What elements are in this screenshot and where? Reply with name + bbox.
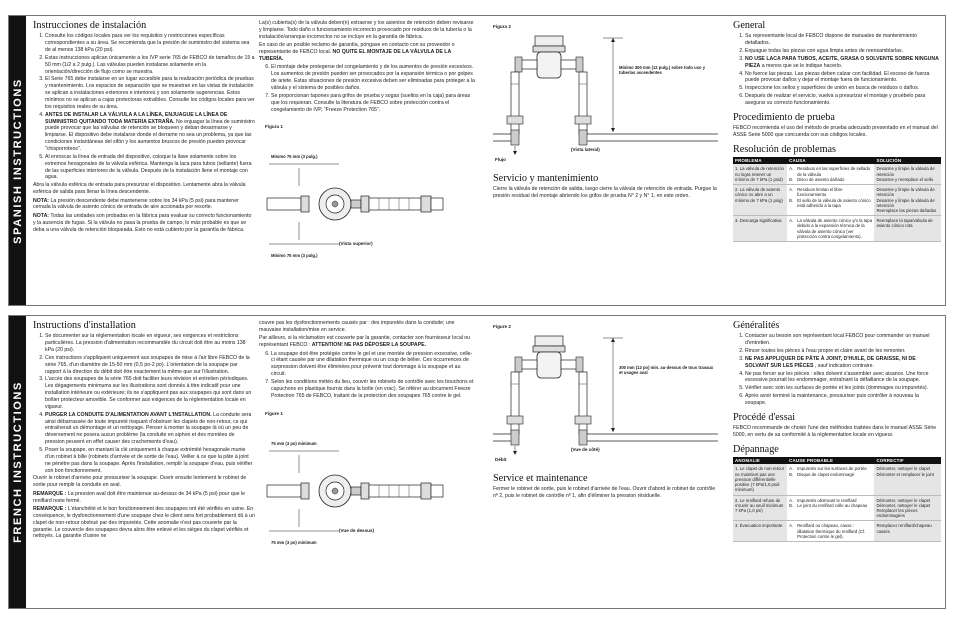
general-column	[733, 320, 941, 605]
procedure-text: FEBCO recomienda el uso del método de prueba adecuado presentado en el manual del ASSE Serie 5000 que concuerda con sus códigos locales.	[733, 125, 938, 138]
figure-2	[493, 320, 718, 468]
protection-item: 7. Se proporcionan tapones para grifos de prueba y sogas (sueltos en la caja) para áreas que los requieran. Consulte la literatura de FEBCO sobre protección contra el congelamiento de IVP, "Freeze Protection 765".	[271, 93, 475, 114]
column-header: ANOMALIE	[733, 457, 787, 464]
figure-2	[493, 20, 718, 168]
service-title: Servicio y mantenimiento	[493, 173, 599, 184]
installation-list	[45, 333, 255, 474]
installation-item: 5. Al enroscar la línea de entrada del dispositivo, coloque la llave solamente sobre los extremos hexagonales de la válvula esférica. Mantenga la laca para tubos (sellante) fuera de las superficies interiores de la válvula. Después de la instalación llene el montaje con agua.	[45, 154, 255, 181]
view-label: (Vista superior)	[339, 241, 373, 247]
claim-text: Par ailleurs, si la réclamation est couverte par la garantie, contacter son fournisseur local ou représentant FEBCO :	[259, 335, 471, 349]
middle-column	[259, 20, 475, 302]
side-view-drawing	[493, 320, 718, 468]
solution-cell: Desarme y limpie la válvula de retención Desarme y reemplace el sello	[874, 164, 941, 184]
problem-cell: 1. Le clapet de non-retour ne maintient pas une pression différentielle positive (7 kPa/1,0 psid minimum)	[733, 464, 787, 495]
service-title: Service et maintenance	[493, 473, 588, 484]
pressurize-text: Ouvrir le robinet d'arrivée pour pressuriser la soupape. Ouvrir ensuite lentement le robinet de sortie pour remplir la conduite en aval.	[33, 475, 247, 489]
table-header-row	[733, 157, 941, 164]
cause-letter: A.	[789, 523, 794, 529]
cause-item	[789, 472, 872, 477]
general-item: 2. Enjuague todas las piezas con agua limpia antes de reensamblarlas.	[745, 48, 941, 55]
protection-item: 6. El montaje debe protegerse del congelamiento y de los aumentos de presión excesivos. Los aumentos de presión pueden ser provocados por la expansión térmica o por golpes de ariete. Estas situaciones de presión excesiva deben ser eliminadas para proteger a la válvula y el sistema de posibles daños.	[271, 64, 475, 91]
service-text: Fermer le robinet de sortie, puis le robinet d'arrivée de l'eau. Ouvrir d'abord le robinet de contrôle nº 2, puis le robinet de contrôle nº 1, afin d'éliminer la pression résiduelle.	[493, 486, 716, 500]
problem-cell: 3. Descarga significativa	[733, 216, 787, 242]
claim-warning: NO QUITE EL MONTAJE DE LA VÁLVULA DE LA TUBERÍA.	[259, 49, 451, 62]
general-item: 6. Después de realizar el servicio, vuelva a presurizar el montaje y pruébelo para asegurar su correcto funcionamiento.	[745, 93, 941, 107]
cause-text: Le joint du reniflard colle au chapeau	[797, 502, 868, 508]
figure-1-label: Figura 1	[265, 124, 283, 130]
claim-text: En caso de un posible reclamo de garantía, póngase en contacto con su proveedor o representante de FEBCO local.	[259, 42, 455, 56]
procedure-text: FEBCO recommande de choisir l'une des méthodes traitées dans le manuel ASSE Série 5000, en vertu de sa conformité à la réglementation locale en vigueur.	[733, 425, 937, 438]
column-header: PROBLEMA	[733, 157, 787, 164]
general-item: 1. Su representante local de FEBCO dispone de manuales de mantenimiento detallados.	[745, 33, 941, 47]
cause-item	[789, 218, 872, 239]
cause-cell	[787, 185, 874, 216]
general-item-warning	[745, 56, 941, 70]
installation-list	[45, 33, 255, 181]
cause-cell	[787, 164, 874, 184]
protection-item: 6. La soupape doit être protégée contre le gel et une montée de pression excessive, celle-ci étant causée par une dilatation thermique ou un coup de bélier. Ces occurrences de surpression doivent être éliminées pour prévenir tout dommage à la soupape et au circuit.	[271, 351, 475, 378]
cause-text: Impuretés obstruant le reniflard	[797, 497, 857, 503]
cause-cell	[787, 216, 874, 242]
troubleshooting-rows	[733, 464, 941, 541]
general-item: 5. Inspeccione los sellos y superficies de unión en busca de residuos o daños.	[745, 85, 941, 92]
cause-text: Disque de clapet endommagé	[797, 471, 855, 477]
cause-text: La válvula de asiento cónico y/o la tapa debido a la expansión térmica de la válvula de asiento cónico (ver protección contra congelamiento).	[797, 218, 873, 239]
installation-item: 3. El Serie 765 debe instalarse en un lugar accesible para la realización periódica de pruebas y mantenimiento. Los espacios de separación que se muestran en las vistas de instalación se aplican a instalaciones exteriores e interiores y son solamente sugerencias. Estos mínimos no se aplican a cajas protectoras extraíbles. Consulte los códigos locales para ver los requisitos reales de su área.	[45, 76, 255, 110]
figure-2-label: Figure 2	[493, 324, 511, 329]
language-tab: SPANISH INSTRUCTIONS	[9, 16, 26, 305]
note-label: REMARQUE :	[33, 506, 67, 513]
note-2	[33, 506, 255, 540]
cause-text: Residuos limitan el libre funcionamiento	[797, 187, 843, 198]
solution-cell: Démonter, nettoyer le clapet Démonter et remplacer le joint	[874, 464, 941, 495]
installation-item: 1. Se documenter sur la réglementation locale en vigueur, ses exigences et restrictions particulières. La pression d'alimentation recommandée du circuit doit être au moins 138 kPa (20 psi).	[45, 333, 255, 354]
table-row	[733, 495, 941, 521]
warranty-text: couvre pas les dysfonctionnements causés par : des impuretés dans la conduite; une mauvaise installation/mise en service.	[259, 320, 455, 333]
service-text: Cierre la válvula de retención de salida, luego cierre la válvula de retención de entrada. Purgue la presión residual del montaje abriendo los grifos de prueba N° 2 y N° 1, en este orden.	[493, 186, 717, 200]
general-item-warning	[745, 356, 941, 370]
table-row	[733, 185, 941, 216]
protection-item: 7. Selon les conditions météo du lieu, couvrir les robinets de contrôle avec les bouchons et capuchons en plastique fournis dans la boîte (en vrac). Se référer au document Freeze Protection 765 de FEBCO, traitant de la protection des soupapes 765 contre le gel.	[271, 379, 475, 400]
cause-letter: A.	[789, 166, 794, 172]
side-view-drawing	[493, 20, 718, 168]
cause-cell	[787, 464, 874, 495]
note-text: La presión descendente debe mantenerse sobre los 34 kPa (5 psi) para mantener cerrada la válvula de asiento cónico de entrada de aire accionada por resorte.	[33, 197, 239, 211]
view-label: (Vue de dessus)	[339, 527, 375, 533]
cause-letter: B.	[789, 502, 794, 508]
solution-cell: Démonter, nettoyer le clapet Démonter, nettoyer le clapet Remplacer les pièces endommagées	[874, 495, 941, 521]
procedure-title: Procedimiento de prueba	[733, 111, 835, 123]
note-2	[33, 213, 255, 234]
warranty-text: La(s) cubierta(s) de la válvula deben(n) extraerse y los asientos de retención deben revisarse y limpiarse. Todo daño o funcionamiento incorrecto provocado por residuos de la tubería o la instalación/arranque incorrectos no se incluye en la garantía de fábrica.	[259, 20, 474, 40]
protection-list	[271, 351, 475, 400]
note-1	[33, 198, 255, 212]
general-warning: NO USE LACA PARA TUBOS, ACEITE, GRASA O SOLVENTE SOBRE NINGUNA PIEZA	[745, 55, 939, 69]
warranty-claim	[259, 42, 475, 63]
service-column	[493, 320, 718, 605]
procedure-title: Procédé d'essai	[733, 411, 796, 423]
column-header: CAUSE PROBABLE	[787, 457, 874, 464]
installation-column	[33, 20, 255, 302]
general-item: 4. No fuerce las piezas. Las piezas deben calzar con facilidad. El exceso de fuerza puede provocar daños y dejar el montaje fuera de funcionamiento.	[745, 71, 941, 85]
solution-cell: Remplacer reniflard/chapeau cassés	[874, 521, 941, 542]
column-header: SOLUCIÓN	[874, 157, 941, 164]
clearance-bottom-label: 75 mm (3 po) minimum	[271, 539, 317, 545]
middle-column	[259, 320, 475, 605]
general-column	[733, 20, 941, 302]
installation-title: Instrucciones de instalación	[33, 20, 147, 31]
cause-letter: A.	[789, 187, 794, 193]
troubleshooting-table	[733, 457, 941, 542]
cause-item	[789, 187, 872, 197]
general-item: 6. Après avoir terminé la maintenance, pressuriser puis contrôler à nouveau la soupape.	[745, 393, 941, 407]
table-header-row	[733, 457, 941, 464]
troubleshooting-title: Resolución de problemas	[733, 143, 836, 155]
general-list	[745, 333, 941, 407]
general-title: Généralités	[733, 320, 780, 331]
flush-warning: ANTES DE INSTALAR LA VÁLVULA A LA LÍNEA, ENJUAGUE LA LÍNEA DE SUMINISTRO QUITANDO TODA MATERIA EXTRAÑA.	[45, 111, 228, 125]
cause-letter: B.	[789, 176, 794, 182]
flow-label: Débit	[495, 457, 507, 462]
cause-item	[789, 177, 872, 182]
installation-column	[33, 320, 255, 605]
cause-item	[789, 198, 872, 208]
note-label: NOTA:	[33, 197, 50, 204]
language-tab: FRENCH INSTRUCTIONS	[9, 316, 26, 608]
view-label: (Vista lateral)	[571, 147, 600, 152]
cause-item	[789, 503, 872, 508]
view-label: (Vue de côté)	[571, 447, 600, 452]
warranty-claim	[259, 335, 475, 349]
note-text: La pression aval doit être maintenue au-dessus de 34 kPa (5 psi) pour que le reniflard reste fermé.	[33, 490, 245, 504]
note-text: Todas las unidades son probadas en la fábrica para evaluar su correcto funcionamiento y la ausencia de fugas. Si la válvula no pasa la prueba de campo, lo más probable es que se deba a una válvula de retención bloqueada. Esto no está cubierto por la garantía de fábrica.	[33, 212, 252, 233]
pressurize-text: Abra la válvula esférica de entrada para presurizar el dispositivo. Lentamente abra la válvula esférica de salida para llenar la línea descendente.	[33, 182, 246, 196]
installation-item-flush	[45, 412, 255, 446]
general-item: 1. Contacter au besoin son représentant local FEBCO pour commander un manuel d'entretien.	[745, 333, 941, 347]
installation-item: 1. Consulte los códigos locales para ver los requisitos y restricciones específicas correspondientes a su área. Se recomienda que la presión de suministro del sistema sea de al menos 138 kPa (20 psi).	[45, 33, 255, 54]
general-item: 4. Ne pas forcer sur les pièces : elles doivent s'assembler avec aisance. Une force excessive pourrait les endommager, entraînant la défaillance de la soupape.	[745, 371, 941, 385]
cause-item	[789, 166, 872, 176]
problem-cell: 2. Le reniflard refuse de s'ouvrir au seuil minimum 7 kPa (1,0 psi)	[733, 495, 787, 521]
french-instructions-panel	[8, 315, 946, 609]
clearance-bottom-label: Mínimo 75 mm (3 pulg.)	[271, 253, 318, 259]
cause-text: Reniflard ou chapeau, cause : dilatation thermique du reniflard (Cf. Protection contre le gel).	[797, 523, 866, 539]
troubleshooting-rows	[733, 164, 941, 241]
flush-text: No enjuagar la línea de suministro puede provocar que las válvulas de retención se bloqueen y deban desarmarse y limpiarse. El dispositivo debe instalarse donde el derrame no sea un problema, ya que las condiciones instantáneas del sifón y los aumentos bruscos de presión pueden provocar "chisporroteos".	[45, 118, 255, 152]
table-row	[733, 464, 941, 495]
cause-letter: B.	[789, 471, 794, 477]
figure-2-label: Figura 2	[493, 24, 511, 29]
cause-item	[789, 523, 872, 539]
solution-cell: Reemplace la tapa/válvula de asiento cónico rota	[874, 216, 941, 242]
figure-1	[259, 114, 475, 264]
installation-item: 5. Poser la soupape, en maniant la clé uniquement à chaque extrémité hexagonale munie d'un robinet à bille (robinets d'arrivée et de sortie de l'eau). Veiller à ce que la pâte à joint ne pénètre pas dans la soupape. Après l'installation, remplir la soupape d'eau, puis vérifier son bon fonctionnement.	[45, 447, 255, 474]
service-column	[493, 20, 718, 302]
cause-text: Residuos en las superficies de sellado de la válvula	[797, 166, 871, 177]
installation-item: 2. Ces instructions s'appliquent uniquement aux soupapes de mise à l'air libre FEBCO de la série 765, d'un diamètre de 15-50 mm (0,5 po-2 po). L'orientation de la soupape par rapport à la direction du débit doit être exactement la même que sur l'illustration.	[45, 355, 255, 376]
figure-1-label: Figure 1	[265, 410, 283, 416]
troubleshooting-table	[733, 157, 941, 242]
note-1	[33, 491, 255, 505]
general-list	[745, 33, 941, 107]
installation-title: Instructions d'installation	[33, 320, 136, 331]
cause-cell	[787, 495, 874, 521]
cause-letter: A.	[789, 218, 794, 224]
installation-item-flush	[45, 112, 255, 153]
general-warning-text: , sauf indication contraire.	[814, 362, 874, 369]
note-label: REMARQUE :	[33, 490, 67, 497]
flush-warning: PURGER LA CONDUITE D'ALIMENTATION AVANT L'INSTALLATION.	[45, 411, 212, 418]
general-warning: NE PAS APPLIQUER DE PÂTE À JOINT, D'HUILE, DE GRAISSE, NI DE SOLVANT SUR LES PIÈCES	[745, 355, 916, 369]
table-row	[733, 216, 941, 242]
general-title: General	[733, 20, 766, 31]
clearance-label: Mínimo 300 mm (12 pulg.) sobre todo uso y tuberías ascendentes	[619, 65, 706, 75]
note-label: NOTA:	[33, 212, 50, 219]
troubleshooting-title: Dépannage	[733, 443, 779, 455]
problem-cell: 1. La válvula de retención no logra retener un mínimo de 7 kPa (1 psid)	[733, 164, 787, 184]
protection-list	[271, 64, 475, 113]
cause-text: El sello de la válvula de asiento cónico está adherido a la tapa	[797, 197, 871, 208]
clearance-top-label: Mínimo 75 mm (3 pulg.)	[271, 154, 318, 160]
general-item: 5. Vérifier avec soin les surfaces de portée et les joints (dommages ou impuretés).	[745, 385, 941, 392]
note-text: L'étanchéité et le bon fonctionnement des soupapes ont été vérifiés en usine. En conséquence, le dysfonctionnement d'une soupape chez le client sera fort probablement dû à un clapet de non-retour obstrué par des impuretés. Cette anomalie n'est pas couverte par la garantie. Le couvercle des soupapes devra alors être enlevé et les sièges du clapet vérifiés et nettoyés. La garantie d'usine ne	[33, 506, 255, 540]
cause-letter: A.	[789, 497, 794, 503]
column-header: CORRECTIF	[874, 457, 941, 464]
problem-cell: 3. Évacuation importante	[733, 521, 787, 542]
cause-text: Disco de asiento dañado	[797, 176, 845, 182]
figure-1	[259, 401, 475, 551]
flow-label: Flujo	[495, 157, 506, 162]
table-row	[733, 164, 941, 184]
flush-text: La conduite sera ainsi débarrassée de toute impureté risquant d'obstruer les clapets de non-retour, ce qui entraînerait un démontage et un nettoyage. Penser à monter la soupape là où un peu de déversement ne posera aucun problème (la conduite en siphon et des montées de pression peuvent en effet causer des crachements d'eau).	[45, 411, 252, 446]
column-header: CAUSA	[787, 157, 874, 164]
clearance-label: 300 mm (12 po) min. au-dessus de tous travaux et usages aval	[619, 365, 714, 375]
cause-text: Impuretés sur les surfaces de portée	[797, 466, 867, 472]
solution-cell: Desarme y limpie la válvula de retención Desarme y limpie la válvula de retención Reemplace las piezas dañadas	[874, 185, 941, 216]
cause-cell	[787, 521, 874, 542]
cause-letter: B.	[789, 197, 794, 203]
problem-cell: 2. La válvula de asiento cónico no abre a un mínimo de 7 kPa (1 psig)	[733, 185, 787, 216]
cause-letter: A.	[789, 466, 794, 472]
general-item: 2. Rincer toutes les pièces à l'eau propre et claire avant de les remonter.	[745, 348, 941, 355]
general-warning-text: a menos que se le indique hacerlo.	[761, 62, 843, 69]
table-row	[733, 521, 941, 542]
spanish-instructions-panel	[8, 15, 946, 306]
installation-item: 2. Estas instrucciones aplican únicamente a los IVP serie 765 de FEBCO de tamaños de 15 a 50 mm (1/2 a 2 pulg.). Las válvulas pueden instalarse solamente en la orientación/dirección de flujo como se muestra.	[45, 55, 255, 76]
clearance-top-label: 75 mm (3 po) minimum	[271, 440, 317, 446]
installation-item: 3. L'accès des soupapes de la série 765 doit faciliter leurs révision et entretien périodiques. Les dégagements minimums sur les illustrations sont donnés à titre indicatif pour une installation intérieure ou extérieure; ils ne s'appliquent pas aux soupapes qui sont dans un boîtier protecteur amovible. Se conformer aux exigences de la réglementation locale en vigueur.	[45, 376, 255, 410]
claim-warning: ATTENTION! NE PAS DÉPOSER LA SOUPAPE.	[311, 342, 427, 349]
